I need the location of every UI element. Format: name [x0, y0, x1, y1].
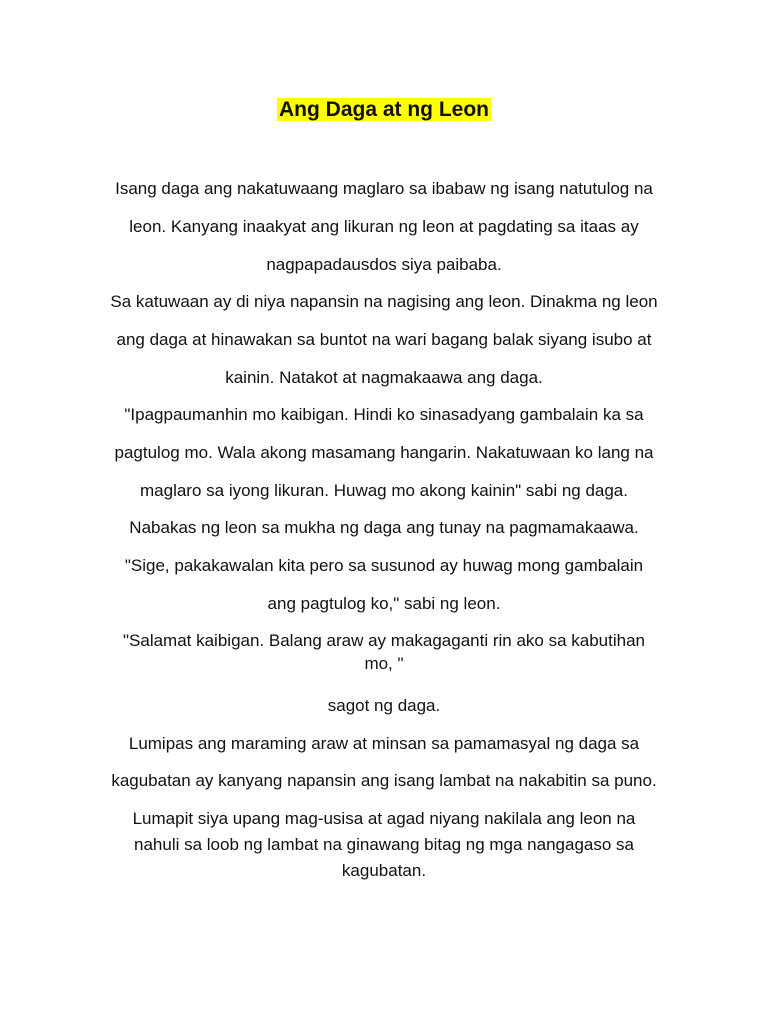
text-line: maglaro sa iyong likuran. Huwag mo akong kainin" sabi ng daga.	[140, 481, 628, 500]
text-line: nagpapadausdos siya paibaba.	[266, 255, 502, 274]
text-line: leon. Kanyang inaakyat ang likuran ng leon at pagdating sa itaas ay	[129, 217, 639, 236]
text-line: Isang daga ang nakatuwaang maglaro sa ibabaw ng isang natutulog na	[115, 179, 653, 198]
text-line: Lumipas ang maraming araw at minsan sa pamamasyal ng daga sa	[128, 734, 640, 753]
text-line: pagtulog mo. Wala akong masamang hangarin. Nakatuwaan ko lang na	[114, 443, 654, 462]
text-line: Sa katuwaan ay di niya napansin na nagising ang leon. Dinakma ng leon	[110, 292, 658, 311]
text-line: sagot ng daga.	[327, 696, 441, 715]
text-line: mo, "	[364, 654, 404, 673]
text-line: "Ipagpaumanhin mo kaibigan. Hindi ko sinasadyang gambalain ka sa	[124, 405, 644, 424]
text-line: "Sige, pakakawalan kita pero sa susunod ay huwag mong gambalain	[124, 556, 644, 575]
text-line: kagubatan ay kanyang napansin ang isang lambat na nakabitin sa puno.	[111, 771, 657, 790]
text-line: kainin. Natakot at nagmakaawa ang daga.	[225, 368, 543, 387]
text-line: Nabakas ng leon sa mukha ng daga ang tunay na pagmamakaawa.	[129, 518, 639, 537]
story-title	[0, 96, 768, 124]
text-line: "Salamat kaibigan. Balang araw ay makagaganti rin ako sa kabutihan	[122, 631, 646, 650]
text-line: Lumapit siya upang mag-usisa at agad niyang nakilala ang leon na	[132, 809, 636, 828]
text-line: ang pagtulog ko," sabi ng leon.	[267, 594, 501, 613]
text-line: nahuli sa loob ng lambat na ginawang bitag ng mga nangagaso sa	[134, 835, 634, 854]
text-line: kagubatan.	[341, 861, 427, 880]
text-line: ang daga at hinawakan sa buntot na wari bagang balak siyang isubo at	[116, 330, 652, 349]
story-title-highlight: Ang Daga at ng Leon	[279, 98, 489, 121]
